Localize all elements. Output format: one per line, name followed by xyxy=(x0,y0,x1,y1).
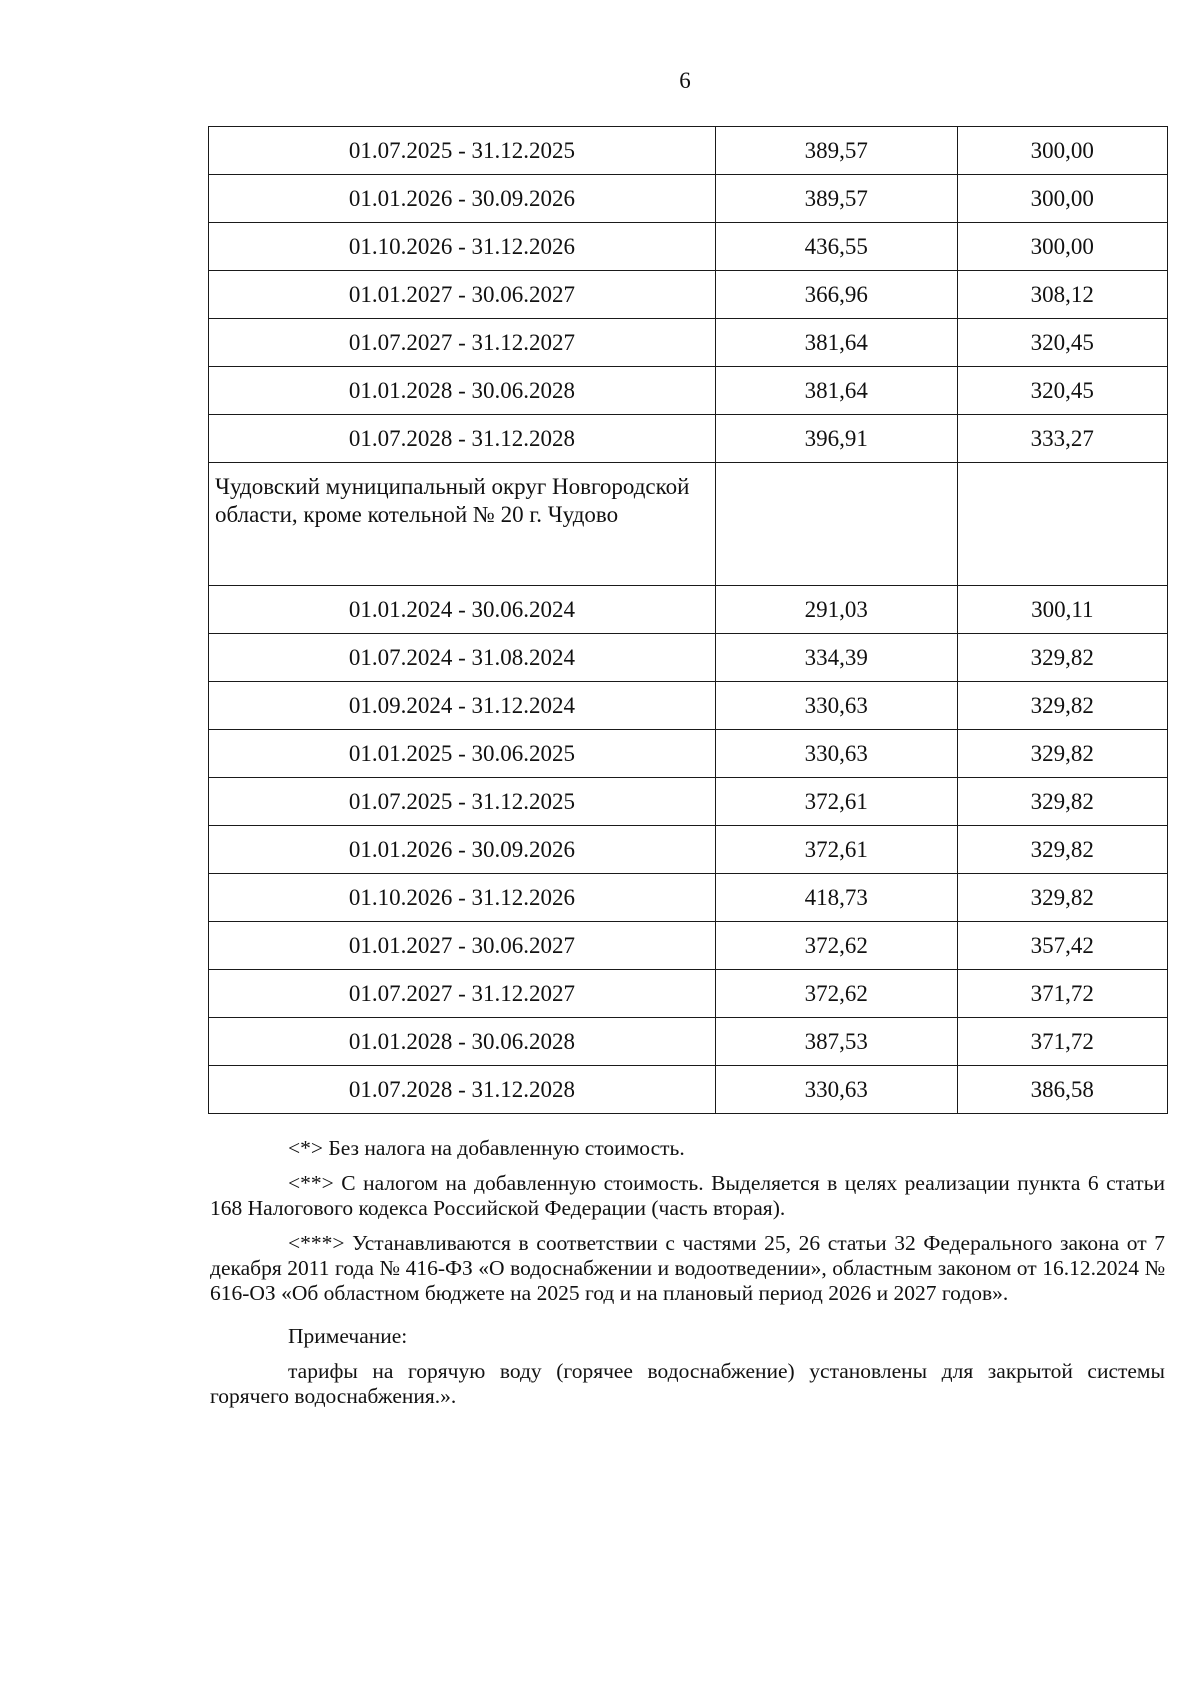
table-row xyxy=(209,778,1168,826)
table-row xyxy=(209,970,1168,1018)
page-number: 6 xyxy=(679,68,691,93)
remark-text: тарифы на горячую воду (горячее водоснабжение) установлены для закрытой системы горячего водоснабжения.». xyxy=(210,1359,1165,1408)
table-row xyxy=(209,682,1168,730)
section-title: Чудовский муниципальный округ Новгородской области, кроме котельной № 20 г. Чудово xyxy=(209,463,716,586)
tariff-value-cell: 329,82 xyxy=(957,634,1167,682)
tariff-value-cell: 371,72 xyxy=(957,1018,1167,1066)
period-cell: 01.07.2027 - 31.12.2027 xyxy=(209,319,716,367)
tariff-value-cell: 389,57 xyxy=(715,127,957,175)
tariff-value-cell: 386,58 xyxy=(957,1066,1167,1114)
period-cell: 01.07.2027 - 31.12.2027 xyxy=(209,970,716,1018)
period-cell: 01.07.2024 - 31.08.2024 xyxy=(209,634,716,682)
tariff-value-cell: 329,82 xyxy=(957,826,1167,874)
period-cell: 01.01.2024 - 30.06.2024 xyxy=(209,586,716,634)
tariff-value-cell: 329,82 xyxy=(957,682,1167,730)
tariff-value-cell: 372,61 xyxy=(715,826,957,874)
section-empty-cell xyxy=(957,463,1167,586)
table-row xyxy=(209,223,1168,271)
period-cell: 01.01.2028 - 30.06.2028 xyxy=(209,367,716,415)
tariff-value-cell: 300,00 xyxy=(957,223,1167,271)
period-cell: 01.07.2025 - 31.12.2025 xyxy=(209,778,716,826)
tariff-value-cell: 372,62 xyxy=(715,922,957,970)
table-row xyxy=(209,922,1168,970)
period-cell: 01.01.2027 - 30.06.2027 xyxy=(209,922,716,970)
period-cell: 01.09.2024 - 31.12.2024 xyxy=(209,682,716,730)
table-row xyxy=(209,586,1168,634)
table-row xyxy=(209,1018,1168,1066)
tariff-value-cell: 371,72 xyxy=(957,970,1167,1018)
tariff-value-cell: 300,00 xyxy=(957,175,1167,223)
tariff-value-cell: 329,82 xyxy=(957,874,1167,922)
table-row xyxy=(209,175,1168,223)
tariff-value-cell: 366,96 xyxy=(715,271,957,319)
period-cell: 01.01.2028 - 30.06.2028 xyxy=(209,1018,716,1066)
tariff-value-cell: 436,55 xyxy=(715,223,957,271)
footnote-with-vat: <**> С налогом на добавленную стоимость. Выделяется в целях реализации пункта 6 статьи 168 Налогового кодекса Российской Федерации (часть вторая). xyxy=(210,1171,1165,1220)
tariff-value-cell: 333,27 xyxy=(957,415,1167,463)
table-row xyxy=(209,127,1168,175)
tariff-value-cell: 381,64 xyxy=(715,367,957,415)
tariff-table xyxy=(208,126,1168,1114)
tariff-table-section xyxy=(209,463,1168,586)
tariff-value-cell: 330,63 xyxy=(715,730,957,778)
table-row xyxy=(209,271,1168,319)
section-header-row xyxy=(209,463,1168,586)
table-row xyxy=(209,874,1168,922)
period-cell: 01.07.2025 - 31.12.2025 xyxy=(209,127,716,175)
tariff-value-cell: 329,82 xyxy=(957,778,1167,826)
table-row xyxy=(209,730,1168,778)
table-row xyxy=(209,415,1168,463)
period-cell: 01.07.2028 - 31.12.2028 xyxy=(209,1066,716,1114)
period-cell: 01.01.2025 - 30.06.2025 xyxy=(209,730,716,778)
tariff-value-cell: 330,63 xyxy=(715,682,957,730)
table-row xyxy=(209,1066,1168,1114)
tariff-value-cell: 330,63 xyxy=(715,1066,957,1114)
period-cell: 01.10.2026 - 31.12.2026 xyxy=(209,874,716,922)
tariff-value-cell: 381,64 xyxy=(715,319,957,367)
tariff-value-cell: 389,57 xyxy=(715,175,957,223)
tariff-value-cell: 300,11 xyxy=(957,586,1167,634)
footnote-no-vat: <*> Без налога на добавленную стоимость. xyxy=(288,1136,685,1160)
table-row xyxy=(209,319,1168,367)
remark-label: Примечание: xyxy=(288,1324,408,1348)
tariff-value-cell: 418,73 xyxy=(715,874,957,922)
period-cell: 01.10.2026 - 31.12.2026 xyxy=(209,223,716,271)
period-cell: 01.07.2028 - 31.12.2028 xyxy=(209,415,716,463)
tariff-value-cell: 334,39 xyxy=(715,634,957,682)
table-row xyxy=(209,826,1168,874)
tariff-value-cell: 320,45 xyxy=(957,319,1167,367)
footnote-law-reference: <***> Устанавливаются в соответствии с частями 25, 26 статьи 32 Федерального закона от 7 декабря 2011 года № 416-ФЗ «О водоснабжении и водоотведении», областным законом от 16.12.2024 № 616-ОЗ «Об областном бюджете на 2025 год и на плановый период 2026 и 2027 годов». xyxy=(210,1231,1165,1305)
tariff-table-top-group xyxy=(209,127,1168,463)
tariff-value-cell: 320,45 xyxy=(957,367,1167,415)
tariff-value-cell: 291,03 xyxy=(715,586,957,634)
tariff-value-cell: 396,91 xyxy=(715,415,957,463)
table-row xyxy=(209,634,1168,682)
tariff-value-cell: 300,00 xyxy=(957,127,1167,175)
period-cell: 01.01.2026 - 30.09.2026 xyxy=(209,826,716,874)
section-empty-cell xyxy=(715,463,957,586)
period-cell: 01.01.2026 - 30.09.2026 xyxy=(209,175,716,223)
tariff-table-bottom-group xyxy=(209,586,1168,1114)
tariff-value-cell: 387,53 xyxy=(715,1018,957,1066)
tariff-value-cell: 372,62 xyxy=(715,970,957,1018)
tariff-value-cell: 372,61 xyxy=(715,778,957,826)
tariff-value-cell: 329,82 xyxy=(957,730,1167,778)
period-cell: 01.01.2027 - 30.06.2027 xyxy=(209,271,716,319)
footnotes xyxy=(210,1136,1165,1419)
tariff-value-cell: 357,42 xyxy=(957,922,1167,970)
tariff-value-cell: 308,12 xyxy=(957,271,1167,319)
table-row xyxy=(209,367,1168,415)
